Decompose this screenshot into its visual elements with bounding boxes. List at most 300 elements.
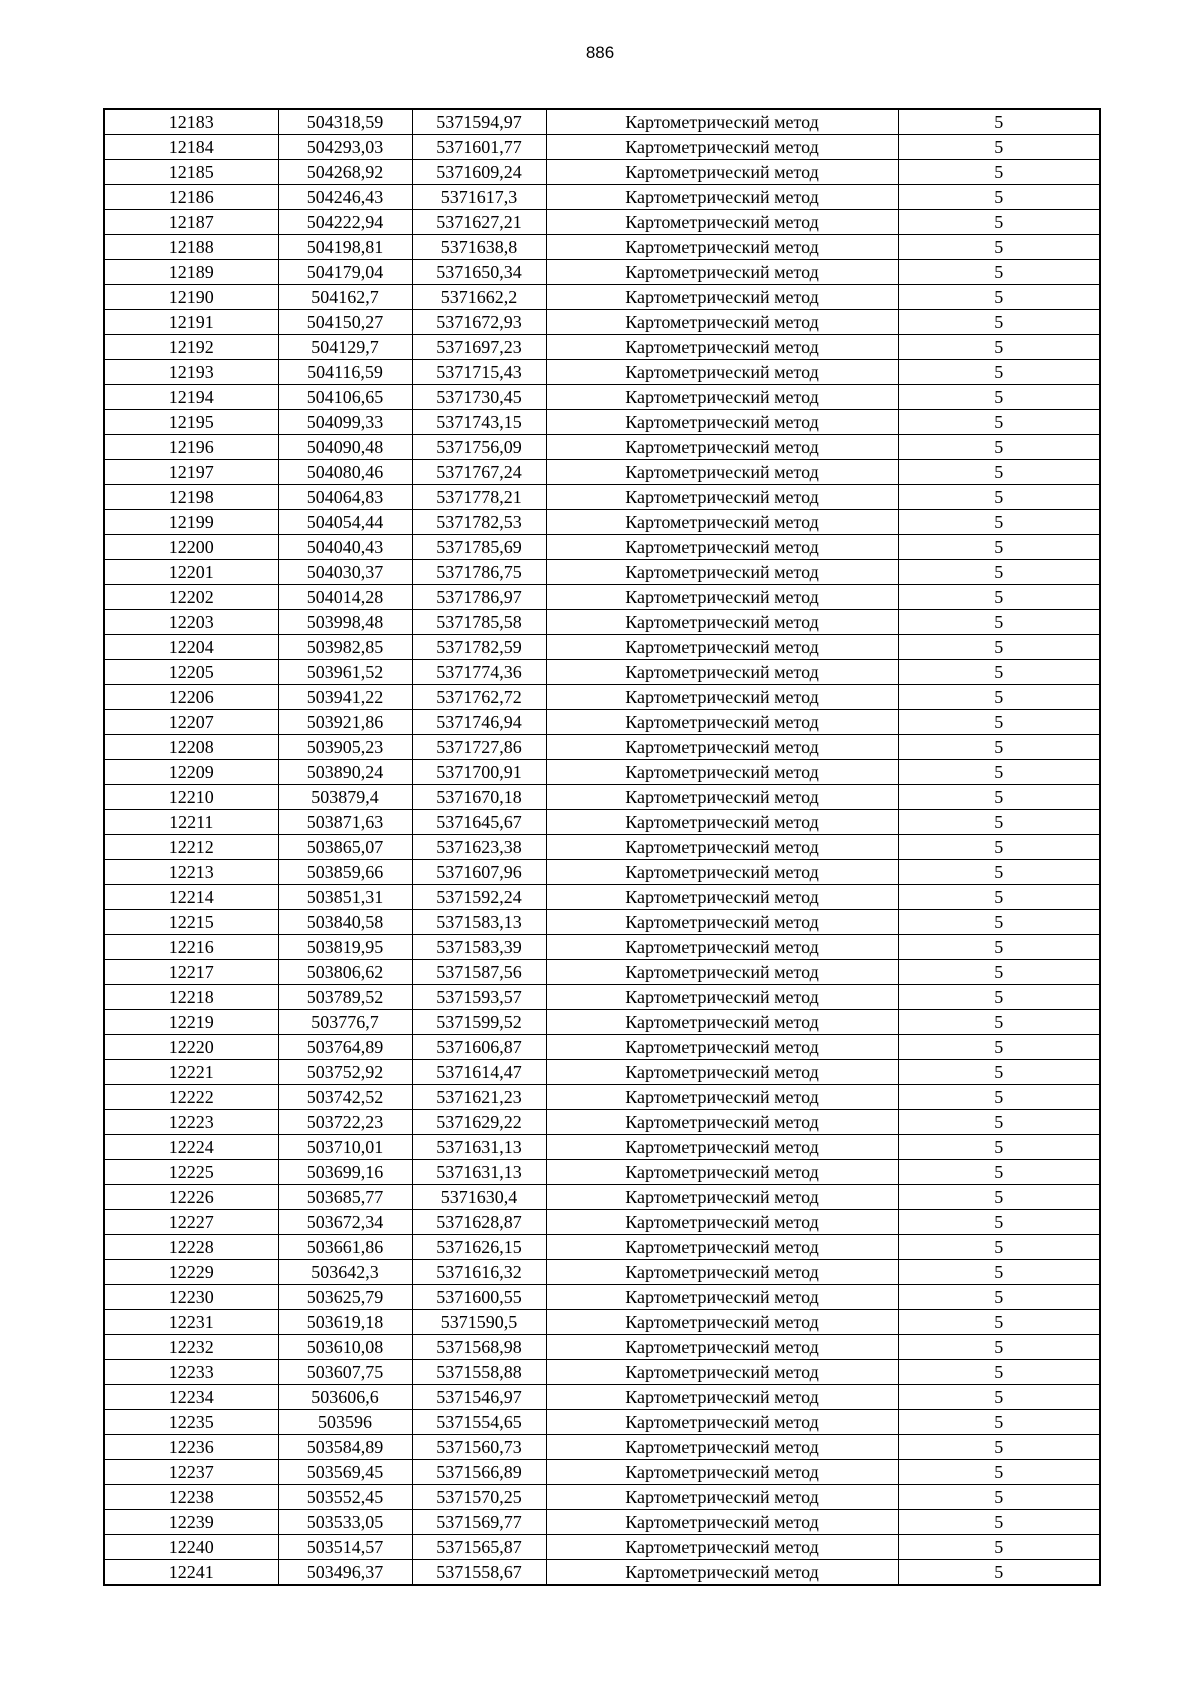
point-number-cell: 12222 xyxy=(104,1085,278,1110)
y-coordinate-cell: 5371662,2 xyxy=(412,285,546,310)
method-cell: Картометрический метод xyxy=(546,1085,898,1110)
accuracy-cell: 5 xyxy=(898,1560,1100,1586)
point-number-cell: 12220 xyxy=(104,1035,278,1060)
y-coordinate-cell: 5371583,13 xyxy=(412,910,546,935)
table-row xyxy=(104,360,1100,385)
table-row xyxy=(104,410,1100,435)
x-coordinate-cell: 504268,92 xyxy=(278,160,412,185)
x-coordinate-cell: 503699,16 xyxy=(278,1160,412,1185)
accuracy-cell: 5 xyxy=(898,410,1100,435)
method-cell: Картометрический метод xyxy=(546,960,898,985)
method-cell: Картометрический метод xyxy=(546,385,898,410)
point-number-cell: 12212 xyxy=(104,835,278,860)
method-cell: Картометрический метод xyxy=(546,710,898,735)
accuracy-cell: 5 xyxy=(898,1210,1100,1235)
x-coordinate-cell: 504064,83 xyxy=(278,485,412,510)
y-coordinate-cell: 5371782,53 xyxy=(412,510,546,535)
x-coordinate-cell: 504030,37 xyxy=(278,560,412,585)
table-row xyxy=(104,1285,1100,1310)
method-cell: Картометрический метод xyxy=(546,1435,898,1460)
method-cell: Картометрический метод xyxy=(546,1460,898,1485)
point-number-cell: 12214 xyxy=(104,885,278,910)
x-coordinate-cell: 504080,46 xyxy=(278,460,412,485)
method-cell: Картометрический метод xyxy=(546,109,898,135)
point-number-cell: 12185 xyxy=(104,160,278,185)
point-number-cell: 12219 xyxy=(104,1010,278,1035)
table-row xyxy=(104,1260,1100,1285)
accuracy-cell: 5 xyxy=(898,435,1100,460)
accuracy-cell: 5 xyxy=(898,185,1100,210)
x-coordinate-cell: 503879,4 xyxy=(278,785,412,810)
table-row xyxy=(104,1460,1100,1485)
y-coordinate-cell: 5371786,75 xyxy=(412,560,546,585)
y-coordinate-cell: 5371631,13 xyxy=(412,1135,546,1160)
accuracy-cell: 5 xyxy=(898,985,1100,1010)
method-cell: Картометрический метод xyxy=(546,810,898,835)
x-coordinate-cell: 503607,75 xyxy=(278,1360,412,1385)
method-cell: Картометрический метод xyxy=(546,610,898,635)
y-coordinate-cell: 5371617,3 xyxy=(412,185,546,210)
x-coordinate-cell: 503552,45 xyxy=(278,1485,412,1510)
y-coordinate-cell: 5371594,97 xyxy=(412,109,546,135)
method-cell: Картометрический метод xyxy=(546,1535,898,1560)
x-coordinate-cell: 503710,01 xyxy=(278,1135,412,1160)
table-row xyxy=(104,910,1100,935)
table-row xyxy=(104,1085,1100,1110)
point-number-cell: 12217 xyxy=(104,960,278,985)
method-cell: Картометрический метод xyxy=(546,1110,898,1135)
accuracy-cell: 5 xyxy=(898,1460,1100,1485)
accuracy-cell: 5 xyxy=(898,510,1100,535)
accuracy-cell: 5 xyxy=(898,1135,1100,1160)
accuracy-cell: 5 xyxy=(898,1510,1100,1535)
y-coordinate-cell: 5371592,24 xyxy=(412,885,546,910)
accuracy-cell: 5 xyxy=(898,1535,1100,1560)
x-coordinate-cell: 504040,43 xyxy=(278,535,412,560)
table-row xyxy=(104,1135,1100,1160)
table-row xyxy=(104,385,1100,410)
point-number-cell: 12204 xyxy=(104,635,278,660)
method-cell: Картометрический метод xyxy=(546,660,898,685)
method-cell: Картометрический метод xyxy=(546,935,898,960)
table-row xyxy=(104,210,1100,235)
table-row xyxy=(104,1335,1100,1360)
accuracy-cell: 5 xyxy=(898,335,1100,360)
point-number-cell: 12191 xyxy=(104,310,278,335)
x-coordinate-cell: 503642,3 xyxy=(278,1260,412,1285)
table-row xyxy=(104,1410,1100,1435)
accuracy-cell: 5 xyxy=(898,760,1100,785)
x-coordinate-cell: 503840,58 xyxy=(278,910,412,935)
y-coordinate-cell: 5371672,93 xyxy=(412,310,546,335)
table-row xyxy=(104,960,1100,985)
x-coordinate-cell: 503941,22 xyxy=(278,685,412,710)
accuracy-cell: 5 xyxy=(898,935,1100,960)
table-row xyxy=(104,635,1100,660)
table-row xyxy=(104,135,1100,160)
coordinates-table xyxy=(103,108,1101,1586)
x-coordinate-cell: 503625,79 xyxy=(278,1285,412,1310)
page-number: 886 xyxy=(585,43,615,62)
accuracy-cell: 5 xyxy=(898,385,1100,410)
accuracy-cell: 5 xyxy=(898,960,1100,985)
y-coordinate-cell: 5371569,77 xyxy=(412,1510,546,1535)
x-coordinate-cell: 503806,62 xyxy=(278,960,412,985)
method-cell: Картометрический метод xyxy=(546,360,898,385)
method-cell: Картометрический метод xyxy=(546,1360,898,1385)
point-number-cell: 12183 xyxy=(104,109,278,135)
y-coordinate-cell: 5371568,98 xyxy=(412,1335,546,1360)
y-coordinate-cell: 5371601,77 xyxy=(412,135,546,160)
accuracy-cell: 5 xyxy=(898,160,1100,185)
accuracy-cell: 5 xyxy=(898,1335,1100,1360)
method-cell: Картометрический метод xyxy=(546,835,898,860)
x-coordinate-cell: 504099,33 xyxy=(278,410,412,435)
method-cell: Картометрический метод xyxy=(546,410,898,435)
accuracy-cell: 5 xyxy=(898,910,1100,935)
accuracy-cell: 5 xyxy=(898,360,1100,385)
accuracy-cell: 5 xyxy=(898,1085,1100,1110)
y-coordinate-cell: 5371743,15 xyxy=(412,410,546,435)
point-number-cell: 12184 xyxy=(104,135,278,160)
method-cell: Картометрический метод xyxy=(546,910,898,935)
y-coordinate-cell: 5371786,97 xyxy=(412,585,546,610)
point-number-cell: 12201 xyxy=(104,560,278,585)
point-number-cell: 12203 xyxy=(104,610,278,635)
table-row xyxy=(104,835,1100,860)
accuracy-cell: 5 xyxy=(898,210,1100,235)
table-row xyxy=(104,510,1100,535)
table-row xyxy=(104,560,1100,585)
accuracy-cell: 5 xyxy=(898,1260,1100,1285)
method-cell: Картометрический метод xyxy=(546,1235,898,1260)
table-row xyxy=(104,160,1100,185)
table-row xyxy=(104,435,1100,460)
x-coordinate-cell: 503819,95 xyxy=(278,935,412,960)
x-coordinate-cell: 503514,57 xyxy=(278,1535,412,1560)
accuracy-cell: 5 xyxy=(898,635,1100,660)
method-cell: Картометрический метод xyxy=(546,210,898,235)
point-number-cell: 12221 xyxy=(104,1060,278,1085)
table-row xyxy=(104,1160,1100,1185)
method-cell: Картометрический метод xyxy=(546,235,898,260)
x-coordinate-cell: 504222,94 xyxy=(278,210,412,235)
table-row xyxy=(104,885,1100,910)
y-coordinate-cell: 5371645,67 xyxy=(412,810,546,835)
y-coordinate-cell: 5371587,56 xyxy=(412,960,546,985)
method-cell: Картометрический метод xyxy=(546,1160,898,1185)
accuracy-cell: 5 xyxy=(898,610,1100,635)
y-coordinate-cell: 5371626,15 xyxy=(412,1235,546,1260)
x-coordinate-cell: 504014,28 xyxy=(278,585,412,610)
method-cell: Картометрический метод xyxy=(546,435,898,460)
y-coordinate-cell: 5371700,91 xyxy=(412,760,546,785)
accuracy-cell: 5 xyxy=(898,685,1100,710)
table-row xyxy=(104,1185,1100,1210)
point-number-cell: 12190 xyxy=(104,285,278,310)
x-coordinate-cell: 504198,81 xyxy=(278,235,412,260)
point-number-cell: 12225 xyxy=(104,1160,278,1185)
method-cell: Картометрический метод xyxy=(546,1510,898,1535)
accuracy-cell: 5 xyxy=(898,660,1100,685)
y-coordinate-cell: 5371566,89 xyxy=(412,1460,546,1485)
point-number-cell: 12236 xyxy=(104,1435,278,1460)
y-coordinate-cell: 5371607,96 xyxy=(412,860,546,885)
point-number-cell: 12197 xyxy=(104,460,278,485)
x-coordinate-cell: 503776,7 xyxy=(278,1010,412,1035)
method-cell: Картометрический метод xyxy=(546,785,898,810)
table-row xyxy=(104,335,1100,360)
y-coordinate-cell: 5371629,22 xyxy=(412,1110,546,1135)
y-coordinate-cell: 5371623,38 xyxy=(412,835,546,860)
x-coordinate-cell: 503685,77 xyxy=(278,1185,412,1210)
x-coordinate-cell: 503584,89 xyxy=(278,1435,412,1460)
accuracy-cell: 5 xyxy=(898,1185,1100,1210)
table-row xyxy=(104,1110,1100,1135)
point-number-cell: 12186 xyxy=(104,185,278,210)
y-coordinate-cell: 5371590,5 xyxy=(412,1310,546,1335)
method-cell: Картометрический метод xyxy=(546,985,898,1010)
point-number-cell: 12228 xyxy=(104,1235,278,1260)
accuracy-cell: 5 xyxy=(898,1285,1100,1310)
accuracy-cell: 5 xyxy=(898,135,1100,160)
point-number-cell: 12231 xyxy=(104,1310,278,1335)
y-coordinate-cell: 5371609,24 xyxy=(412,160,546,185)
accuracy-cell: 5 xyxy=(898,810,1100,835)
accuracy-cell: 5 xyxy=(898,1235,1100,1260)
table-row xyxy=(104,1385,1100,1410)
point-number-cell: 12223 xyxy=(104,1110,278,1135)
accuracy-cell: 5 xyxy=(898,285,1100,310)
x-coordinate-cell: 503569,45 xyxy=(278,1460,412,1485)
point-number-cell: 12232 xyxy=(104,1335,278,1360)
method-cell: Картометрический метод xyxy=(546,310,898,335)
table-row xyxy=(104,785,1100,810)
accuracy-cell: 5 xyxy=(898,460,1100,485)
point-number-cell: 12187 xyxy=(104,210,278,235)
y-coordinate-cell: 5371650,34 xyxy=(412,260,546,285)
point-number-cell: 12237 xyxy=(104,1460,278,1485)
point-number-cell: 12226 xyxy=(104,1185,278,1210)
x-coordinate-cell: 504162,7 xyxy=(278,285,412,310)
point-number-cell: 12207 xyxy=(104,710,278,735)
method-cell: Картометрический метод xyxy=(546,1185,898,1210)
accuracy-cell: 5 xyxy=(898,310,1100,335)
x-coordinate-cell: 504106,65 xyxy=(278,385,412,410)
point-number-cell: 12211 xyxy=(104,810,278,835)
point-number-cell: 12233 xyxy=(104,1360,278,1385)
y-coordinate-cell: 5371565,87 xyxy=(412,1535,546,1560)
point-number-cell: 12195 xyxy=(104,410,278,435)
method-cell: Картометрический метод xyxy=(546,160,898,185)
y-coordinate-cell: 5371785,69 xyxy=(412,535,546,560)
accuracy-cell: 5 xyxy=(898,1010,1100,1035)
point-number-cell: 12198 xyxy=(104,485,278,510)
table-row xyxy=(104,185,1100,210)
point-number-cell: 12215 xyxy=(104,910,278,935)
accuracy-cell: 5 xyxy=(898,1385,1100,1410)
point-number-cell: 12239 xyxy=(104,1510,278,1535)
point-number-cell: 12240 xyxy=(104,1535,278,1560)
table-row xyxy=(104,1360,1100,1385)
accuracy-cell: 5 xyxy=(898,1110,1100,1135)
table-row xyxy=(104,535,1100,560)
table-row xyxy=(104,710,1100,735)
point-number-cell: 12234 xyxy=(104,1385,278,1410)
point-number-cell: 12227 xyxy=(104,1210,278,1235)
table-row xyxy=(104,1510,1100,1535)
x-coordinate-cell: 503606,6 xyxy=(278,1385,412,1410)
x-coordinate-cell: 503921,86 xyxy=(278,710,412,735)
accuracy-cell: 5 xyxy=(898,1360,1100,1385)
method-cell: Картометрический метод xyxy=(546,885,898,910)
method-cell: Картометрический метод xyxy=(546,1385,898,1410)
accuracy-cell: 5 xyxy=(898,1435,1100,1460)
x-coordinate-cell: 503619,18 xyxy=(278,1310,412,1335)
y-coordinate-cell: 5371599,52 xyxy=(412,1010,546,1035)
y-coordinate-cell: 5371630,4 xyxy=(412,1185,546,1210)
accuracy-cell: 5 xyxy=(898,1310,1100,1335)
method-cell: Картометрический метод xyxy=(546,1410,898,1435)
method-cell: Картометрический метод xyxy=(546,1260,898,1285)
method-cell: Картометрический метод xyxy=(546,1335,898,1360)
table-row xyxy=(104,1485,1100,1510)
point-number-cell: 12224 xyxy=(104,1135,278,1160)
y-coordinate-cell: 5371628,87 xyxy=(412,1210,546,1235)
method-cell: Картометрический метод xyxy=(546,1060,898,1085)
method-cell: Картометрический метод xyxy=(546,635,898,660)
table-row xyxy=(104,285,1100,310)
accuracy-cell: 5 xyxy=(898,1160,1100,1185)
table-row xyxy=(104,685,1100,710)
accuracy-cell: 5 xyxy=(898,710,1100,735)
accuracy-cell: 5 xyxy=(898,1410,1100,1435)
y-coordinate-cell: 5371600,55 xyxy=(412,1285,546,1310)
method-cell: Картометрический метод xyxy=(546,1210,898,1235)
table-row xyxy=(104,1210,1100,1235)
y-coordinate-cell: 5371697,23 xyxy=(412,335,546,360)
table-row xyxy=(104,660,1100,685)
table-row xyxy=(104,810,1100,835)
method-cell: Картометрический метод xyxy=(546,510,898,535)
method-cell: Картометрический метод xyxy=(546,760,898,785)
point-number-cell: 12205 xyxy=(104,660,278,685)
y-coordinate-cell: 5371767,24 xyxy=(412,460,546,485)
method-cell: Картометрический метод xyxy=(546,560,898,585)
y-coordinate-cell: 5371782,59 xyxy=(412,635,546,660)
method-cell: Картометрический метод xyxy=(546,1560,898,1586)
y-coordinate-cell: 5371631,13 xyxy=(412,1160,546,1185)
method-cell: Картометрический метод xyxy=(546,460,898,485)
y-coordinate-cell: 5371670,18 xyxy=(412,785,546,810)
x-coordinate-cell: 503851,31 xyxy=(278,885,412,910)
point-number-cell: 12206 xyxy=(104,685,278,710)
point-number-cell: 12194 xyxy=(104,385,278,410)
point-number-cell: 12192 xyxy=(104,335,278,360)
table-row xyxy=(104,760,1100,785)
accuracy-cell: 5 xyxy=(898,235,1100,260)
y-coordinate-cell: 5371638,8 xyxy=(412,235,546,260)
y-coordinate-cell: 5371727,86 xyxy=(412,735,546,760)
table-row xyxy=(104,1010,1100,1035)
y-coordinate-cell: 5371730,45 xyxy=(412,385,546,410)
x-coordinate-cell: 503865,07 xyxy=(278,835,412,860)
x-coordinate-cell: 504054,44 xyxy=(278,510,412,535)
x-coordinate-cell: 503661,86 xyxy=(278,1235,412,1260)
y-coordinate-cell: 5371583,39 xyxy=(412,935,546,960)
table-row xyxy=(104,260,1100,285)
x-coordinate-cell: 503905,23 xyxy=(278,735,412,760)
accuracy-cell: 5 xyxy=(898,260,1100,285)
y-coordinate-cell: 5371560,73 xyxy=(412,1435,546,1460)
y-coordinate-cell: 5371606,87 xyxy=(412,1035,546,1060)
table-row xyxy=(104,1035,1100,1060)
method-cell: Картометрический метод xyxy=(546,860,898,885)
table-row xyxy=(104,860,1100,885)
y-coordinate-cell: 5371554,65 xyxy=(412,1410,546,1435)
accuracy-cell: 5 xyxy=(898,1060,1100,1085)
table-row xyxy=(104,1435,1100,1460)
y-coordinate-cell: 5371762,72 xyxy=(412,685,546,710)
accuracy-cell: 5 xyxy=(898,1485,1100,1510)
x-coordinate-cell: 503859,66 xyxy=(278,860,412,885)
x-coordinate-cell: 503890,24 xyxy=(278,760,412,785)
point-number-cell: 12210 xyxy=(104,785,278,810)
x-coordinate-cell: 503722,23 xyxy=(278,1110,412,1135)
accuracy-cell: 5 xyxy=(898,785,1100,810)
table-row xyxy=(104,735,1100,760)
y-coordinate-cell: 5371746,94 xyxy=(412,710,546,735)
y-coordinate-cell: 5371715,43 xyxy=(412,360,546,385)
method-cell: Картометрический метод xyxy=(546,335,898,360)
table-row xyxy=(104,235,1100,260)
accuracy-cell: 5 xyxy=(898,560,1100,585)
accuracy-cell: 5 xyxy=(898,1035,1100,1060)
x-coordinate-cell: 503610,08 xyxy=(278,1335,412,1360)
point-number-cell: 12189 xyxy=(104,260,278,285)
table-row xyxy=(104,935,1100,960)
table-row xyxy=(104,1560,1100,1586)
x-coordinate-cell: 504116,59 xyxy=(278,360,412,385)
x-coordinate-cell: 503998,48 xyxy=(278,610,412,635)
y-coordinate-cell: 5371558,67 xyxy=(412,1560,546,1586)
y-coordinate-cell: 5371614,47 xyxy=(412,1060,546,1085)
point-number-cell: 12209 xyxy=(104,760,278,785)
x-coordinate-cell: 503961,52 xyxy=(278,660,412,685)
method-cell: Картометрический метод xyxy=(546,735,898,760)
x-coordinate-cell: 503764,89 xyxy=(278,1035,412,1060)
table-row xyxy=(104,1535,1100,1560)
y-coordinate-cell: 5371627,21 xyxy=(412,210,546,235)
point-number-cell: 12199 xyxy=(104,510,278,535)
method-cell: Картометрический метод xyxy=(546,285,898,310)
point-number-cell: 12202 xyxy=(104,585,278,610)
point-number-cell: 12196 xyxy=(104,435,278,460)
y-coordinate-cell: 5371621,23 xyxy=(412,1085,546,1110)
x-coordinate-cell: 503871,63 xyxy=(278,810,412,835)
x-coordinate-cell: 503533,05 xyxy=(278,1510,412,1535)
point-number-cell: 12200 xyxy=(104,535,278,560)
x-coordinate-cell: 504318,59 xyxy=(278,109,412,135)
table-row xyxy=(104,985,1100,1010)
table-row xyxy=(104,585,1100,610)
method-cell: Картометрический метод xyxy=(546,1135,898,1160)
table-body xyxy=(104,109,1100,1585)
x-coordinate-cell: 504129,7 xyxy=(278,335,412,360)
y-coordinate-cell: 5371778,21 xyxy=(412,485,546,510)
point-number-cell: 12188 xyxy=(104,235,278,260)
point-number-cell: 12229 xyxy=(104,1260,278,1285)
